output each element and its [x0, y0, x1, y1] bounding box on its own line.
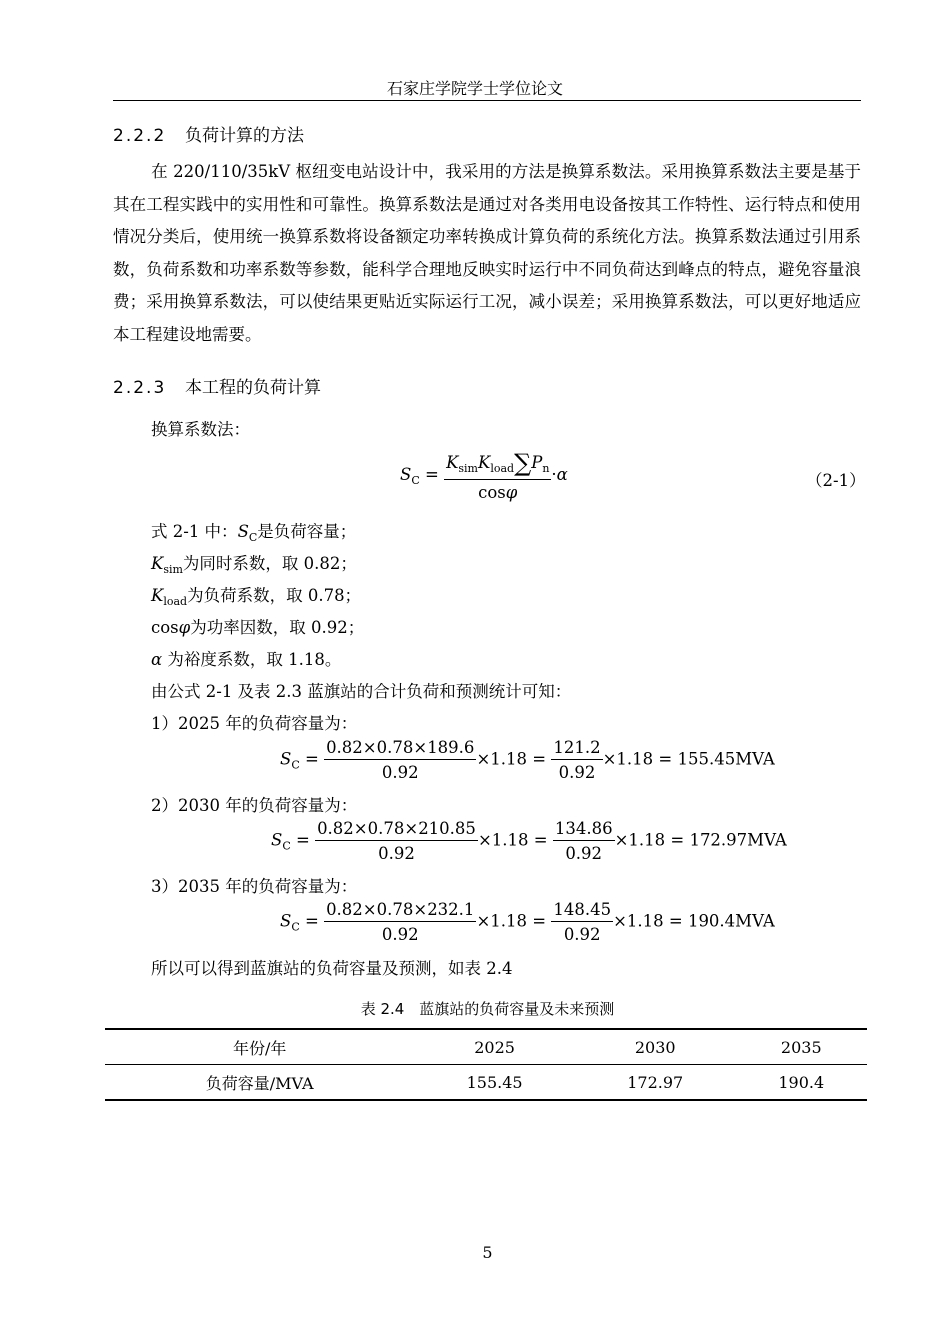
numerator: 134.86 — [553, 819, 615, 841]
numerator: 0.82×0.78×232.1 — [324, 900, 476, 922]
equation-2025: $S_C$ = $\frac{0.82\times 0.78\times 189.6}{0.92}$ ×1.18 = $\frac{121.2}{0.92}$ ×1.18 = 155.45MVA — [280, 738, 775, 782]
section-number: 2.2.2 — [113, 126, 167, 146]
item-label-2035: 3）2035 年的负荷容量为： — [151, 877, 358, 896]
def-text: 为裕度系数，取 1.18。 — [167, 650, 342, 669]
section-heading-2-2-3 — [113, 373, 321, 398]
result: ×1.18 = 190.4MVA — [613, 911, 775, 931]
formula-number: （2-1） — [806, 471, 866, 490]
page-number: 5 — [482, 1243, 493, 1262]
result: ×1.18 = 155.45MVA — [602, 749, 775, 769]
running-header: 石家庄学院学士学位论文 — [386, 79, 563, 98]
table-row — [105, 1065, 867, 1101]
table-cell: 190.4 — [736, 1065, 867, 1101]
section-title: 负荷计算的方法 — [185, 126, 304, 146]
section-number: 2.2.3 — [113, 378, 167, 398]
numerator: 0.82×0.78×210.85 — [315, 819, 478, 841]
intro-line: 由公式 2-1 及表 2.3 蓝旗站的合计负荷和预测统计可知： — [151, 682, 572, 701]
conclusion-line: 所以可以得到蓝旗站的负荷容量及预测，如表 2.4 — [151, 959, 513, 978]
equation-2030: $S_C$ = $\frac{0.82\times 0.78\times 210.85}{0.92}$ ×1.18 = $\frac{134.86}{0.92}$ ×1.18 = 172.97MVA — [271, 819, 787, 863]
denominator: 0.92 — [563, 925, 601, 944]
equation-2035: $S_C$ = $\frac{0.82\times 0.78\times 232.1}{0.92}$ ×1.18 = $\frac{148.45}{0.92}$ ×1.18 = 190.4MVA — [280, 900, 775, 944]
denominator: 0.92 — [558, 763, 596, 782]
numerator: 0.82×0.78×189.6 — [324, 738, 476, 760]
def-prefix: 式 2-1 中： — [151, 522, 238, 541]
denominator: 0.92 — [381, 763, 419, 782]
def-sc: 式 2-1 中：$S_C$是负荷容量； — [151, 522, 357, 544]
denominator: 0.92 — [565, 844, 603, 863]
denominator: 0.92 — [378, 844, 415, 863]
table-cell: 2035 — [736, 1029, 867, 1065]
def-text: 为同时系数，取 0.82； — [182, 554, 357, 573]
formula-2-1: $S_C$ = $\frac{K_{sim}K_{load}\sum P_n}{\cos\varphi}$ ·α — [400, 449, 568, 502]
numerator: 148.45 — [551, 900, 613, 922]
paragraph-method — [113, 156, 861, 351]
numerator: 121.2 — [551, 738, 602, 760]
table-header-row — [105, 1029, 867, 1065]
table-cell: 负荷容量/MVA — [105, 1065, 414, 1101]
def-ksim: $K_{sim}$为同时系数，取 0.82； — [151, 554, 357, 576]
result: ×1.18 = 172.97MVA — [614, 830, 787, 850]
section-heading-2-2-2 — [113, 121, 304, 146]
header-rule — [113, 100, 861, 101]
table-cell: 172.97 — [575, 1065, 736, 1101]
def-text: 为负荷系数，取 0.78； — [187, 586, 362, 605]
table-caption: 表 2.4 蓝旗站的负荷容量及未来预测 — [360, 1000, 615, 1018]
table-cell: 2030 — [575, 1029, 736, 1065]
paragraph-text: 在 220/110/35kV 枢纽变电站设计中，我采用的方法是换算系数法。采用换算系数法主要是基于其在工程实践中的实用性和可靠性。换算系数法是通过对各类用电设备按其工作特性、运行特点和使用情况分类后，使用统一换算系数将设备额定功率转换成计算负荷的系统化方法。换算系数法通过引用系数，负荷系数和功率系数等参数，能科学合理地反映实时运行中不同负荷达到峰点的特点，避免容量浪费；采用换算系数法，可以使结果更贴近实际运行工况，减小误差；采用换算系数法，可以更好地适应本工程建设地需要。 — [113, 162, 861, 344]
denominator: 0.92 — [381, 925, 419, 944]
section-title: 本工程的负荷计算 — [185, 378, 321, 398]
def-cos: cosφ为功率因数，取 0.92； — [151, 618, 365, 637]
def-text: 为功率因数，取 0.92； — [190, 618, 365, 637]
item-label-2030: 2）2030 年的负荷容量为： — [151, 796, 358, 815]
table-cell: 年份/年 — [105, 1029, 414, 1065]
def-alpha: α 为裕度系数，取 1.18。 — [151, 650, 342, 669]
def-text: 是负荷容量； — [257, 522, 357, 541]
def-kload: $K_{load}$为负荷系数，取 0.78； — [151, 586, 362, 608]
item-label-2025: 1）2025 年的负荷容量为： — [151, 714, 358, 733]
table-cell: 2025 — [414, 1029, 575, 1065]
load-forecast-table — [105, 1028, 867, 1101]
method-label: 换算系数法： — [151, 420, 250, 439]
table-cell: 155.45 — [414, 1065, 575, 1101]
